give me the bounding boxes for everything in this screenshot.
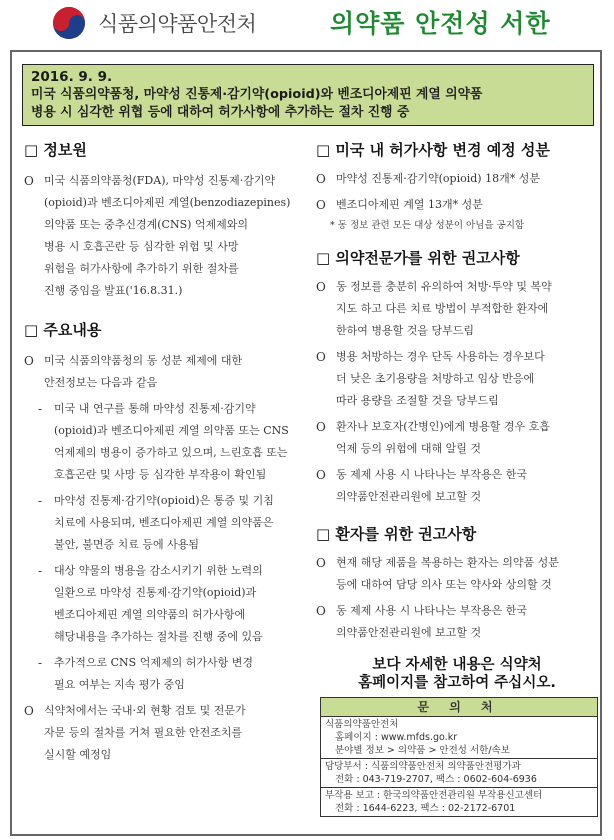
bullet-o: O	[316, 468, 326, 482]
contact-box	[320, 697, 598, 817]
bullet-o: O	[316, 604, 326, 618]
contact-line: 담당부서 : 식품의약품안전처 의약품안전평가과	[325, 761, 521, 772]
contact-title: 문 의 처	[321, 698, 597, 717]
text-line: 불안, 불면증 치료 등에 사용됨	[54, 538, 199, 551]
text-line: 식약처에서는 국내·외 현황 검토 및 전문가	[44, 704, 246, 717]
text-line: 억제 등의 위험에 대해 알릴 것	[336, 442, 481, 455]
closing-line-1: 보다 자세한 내용은 식약처	[372, 657, 542, 673]
text-line: 자문 등의 절차를 거쳐 필요한 안전조치를	[44, 726, 243, 739]
contact-block-adverse-report	[321, 788, 597, 816]
text-line: 병용 시 호흡곤란 등 심각한 위험 및 사망	[44, 240, 239, 253]
text-line: 미국 내 연구를 통해 마약성 진통제·감기약	[54, 402, 256, 415]
text-line: 마약성 진통제·감기약(opioid) 18개* 성분	[336, 172, 540, 185]
text-line: 동 정보를 충분히 유의하여 처방·투약 및 복약	[336, 280, 552, 293]
text-line: (opioid)과 벤조디아제핀 계열 의약품 또는 CNS	[54, 424, 289, 437]
contact-block-department	[321, 759, 597, 788]
expert-item-4	[316, 464, 598, 508]
text-line: 동 제제 사용 시 나타나는 부작용은 한국	[336, 604, 527, 617]
text-line: 대상 약물의 병용을 감소시키기 위한 노력의	[54, 564, 263, 577]
bullet-o: O	[316, 556, 326, 570]
bullet-o: O	[24, 704, 34, 718]
bullet-o: O	[316, 172, 326, 186]
main-dash-item-4	[24, 652, 306, 696]
text-line: 마약성 진통제·감기약(opioid)은 통증 및 기침	[54, 494, 274, 507]
expert-item-2	[316, 346, 598, 412]
contact-line: 부작용 보고 : 한국의약품안전관리원 부작용신고센터	[325, 790, 543, 801]
banner-headline-line-1: 미국 식품의약품청, 마약성 진통제·감기약(opioid)와 벤조디아제핀 계열 의약품	[31, 87, 483, 102]
contact-line: 전화 : 043-719-2707, 팩스 : 0602-604-6936	[335, 774, 537, 785]
contact-homepage-link[interactable]: 홈페이지 : www.mfds.go.kr	[335, 732, 458, 743]
main-final-item	[24, 700, 306, 766]
text-line: 미국 식품의약품청(FDA), 마약성 진통제·감기약	[44, 174, 276, 187]
info-source-item	[24, 170, 306, 302]
text-line: 억제제의 병용이 증가하고 있으며, 느린호흡 또는	[54, 446, 288, 459]
closing-line-2: 홈페이지를 참고하여 주십시오.	[358, 675, 556, 691]
text-line: 지도 하고 다른 치료 방법이 부적합한 환자에	[336, 302, 549, 315]
document-title: 의약품 안전성 서한	[330, 9, 551, 38]
bullet-o: O	[316, 350, 326, 364]
text-line: 해당내용을 추가하는 절차를 진행 중에 있음	[54, 630, 263, 643]
text-line: 더 낮은 초기용량을 처방하고 임상 반응에	[336, 372, 535, 385]
text-line: 진행 중임을 발표('16.8.31.)	[44, 284, 183, 297]
text-line: 한하여 병용할 것을 당부드림	[336, 324, 475, 337]
label-change-note: * 동 정보 관련 모든 대상 성분이 아님을 공지함	[330, 220, 525, 231]
bullet-o: O	[24, 354, 34, 368]
text-line: (opioid)과 벤조디아제핀 계열(benzodiazepines)	[44, 196, 291, 209]
main-intro-item	[24, 350, 306, 394]
expert-item-3	[316, 416, 598, 460]
info-source-heading: □ 정보원	[24, 141, 87, 159]
header	[0, 0, 614, 56]
text-line: 호흡곤란 및 사망 등 심각한 부작용이 확인됨	[54, 468, 267, 481]
text-line: 추가적으로 CNS 억제제의 허가사항 변경	[54, 656, 253, 669]
text-line: 환자나 보호자(간병인)에게 병용할 경우 호흡	[336, 420, 550, 433]
bullet-o: O	[316, 198, 326, 212]
label-change-item-2	[316, 194, 598, 216]
text-line: 일환으로 마약성 진통제·감기약(opioid)과	[54, 586, 257, 599]
contact-line: 전화 : 1644-6223, 팩스 : 02-2172-6701	[335, 803, 516, 814]
text-line: 벤조디아제핀 계열 의약품의 허가사항에	[54, 608, 246, 621]
main-content-heading: □ 주요내용	[24, 321, 102, 339]
bullet-o: O	[316, 280, 326, 294]
text-line: 의약품 또는 중추신경계(CNS) 억제제와의	[44, 218, 249, 231]
text-line: 병용 처방하는 경우 단독 사용하는 경우보다	[336, 350, 545, 363]
text-line: 치료에 사용되며, 벤조디아제핀 계열 의약품은	[54, 516, 274, 529]
main-dash-item-1	[24, 398, 306, 486]
expert-item-1	[316, 276, 598, 342]
label-change-heading: □ 미국 내 허가사항 변경 예정 성분	[316, 141, 550, 159]
main-dash-item-3	[24, 560, 306, 648]
text-line: 동 제제 사용 시 나타나는 부작용은 한국	[336, 468, 527, 481]
banner-date: 2016. 9. 9.	[31, 69, 113, 85]
text-line: 의약품안전관리원에 보고할 것	[336, 490, 482, 503]
expert-recommendation-heading: □ 의약전문가를 위한 권고사항	[316, 249, 520, 267]
text-line: 등에 대하여 담당 의사 또는 약사와 상의할 것	[336, 578, 552, 591]
text-line: 현재 해당 제품을 복용하는 환자는 의약품 성분	[336, 556, 559, 569]
bullet-dash: -	[38, 494, 43, 508]
text-line: 벤조디아제핀 계열 13개* 성분	[336, 198, 483, 211]
left-column	[24, 138, 306, 766]
headline-banner	[22, 64, 594, 126]
text-line: 의약품안전관리원에 보고할 것	[336, 626, 482, 639]
text-line: 필요 여부는 지속 평가 중임	[54, 678, 185, 691]
bullet-dash: -	[38, 564, 43, 578]
contact-line: 식품의약품안전처	[325, 719, 399, 730]
contact-line: 분야별 정보 > 의약품 > 안전성 서한/속보	[335, 745, 510, 756]
right-column	[316, 138, 598, 644]
patient-item-2	[316, 600, 598, 644]
text-line: 위험을 허가사항에 추가하기 위한 절차를	[44, 262, 239, 275]
ministry-name: 식품의약품안전처	[98, 12, 257, 36]
bullet-dash: -	[38, 402, 43, 416]
patient-item-1	[316, 552, 598, 596]
contact-block-website	[321, 717, 597, 759]
text-line: 따라 용량을 조절할 것을 당부드림	[336, 394, 499, 407]
text-line: 안전정보는 다음과 같음	[44, 376, 158, 389]
label-change-item-1	[316, 168, 598, 190]
main-dash-item-2	[24, 490, 306, 556]
text-line: 미국 식품의약품청의 동 성분 제제에 대한	[44, 354, 243, 367]
closing-note	[316, 656, 598, 692]
bullet-dash: -	[38, 656, 43, 670]
banner-headline-line-2: 병용 시 심각한 위협 등에 대하여 허가사항에 추가하는 절차 진행 중	[31, 105, 410, 120]
bullet-o: O	[24, 174, 34, 188]
taegeuk-logo-icon	[52, 6, 86, 40]
text-line: 실시할 예정임	[44, 748, 112, 761]
bullet-o: O	[316, 420, 326, 434]
patient-recommendation-heading: □ 환자를 위한 권고사항	[316, 525, 477, 543]
